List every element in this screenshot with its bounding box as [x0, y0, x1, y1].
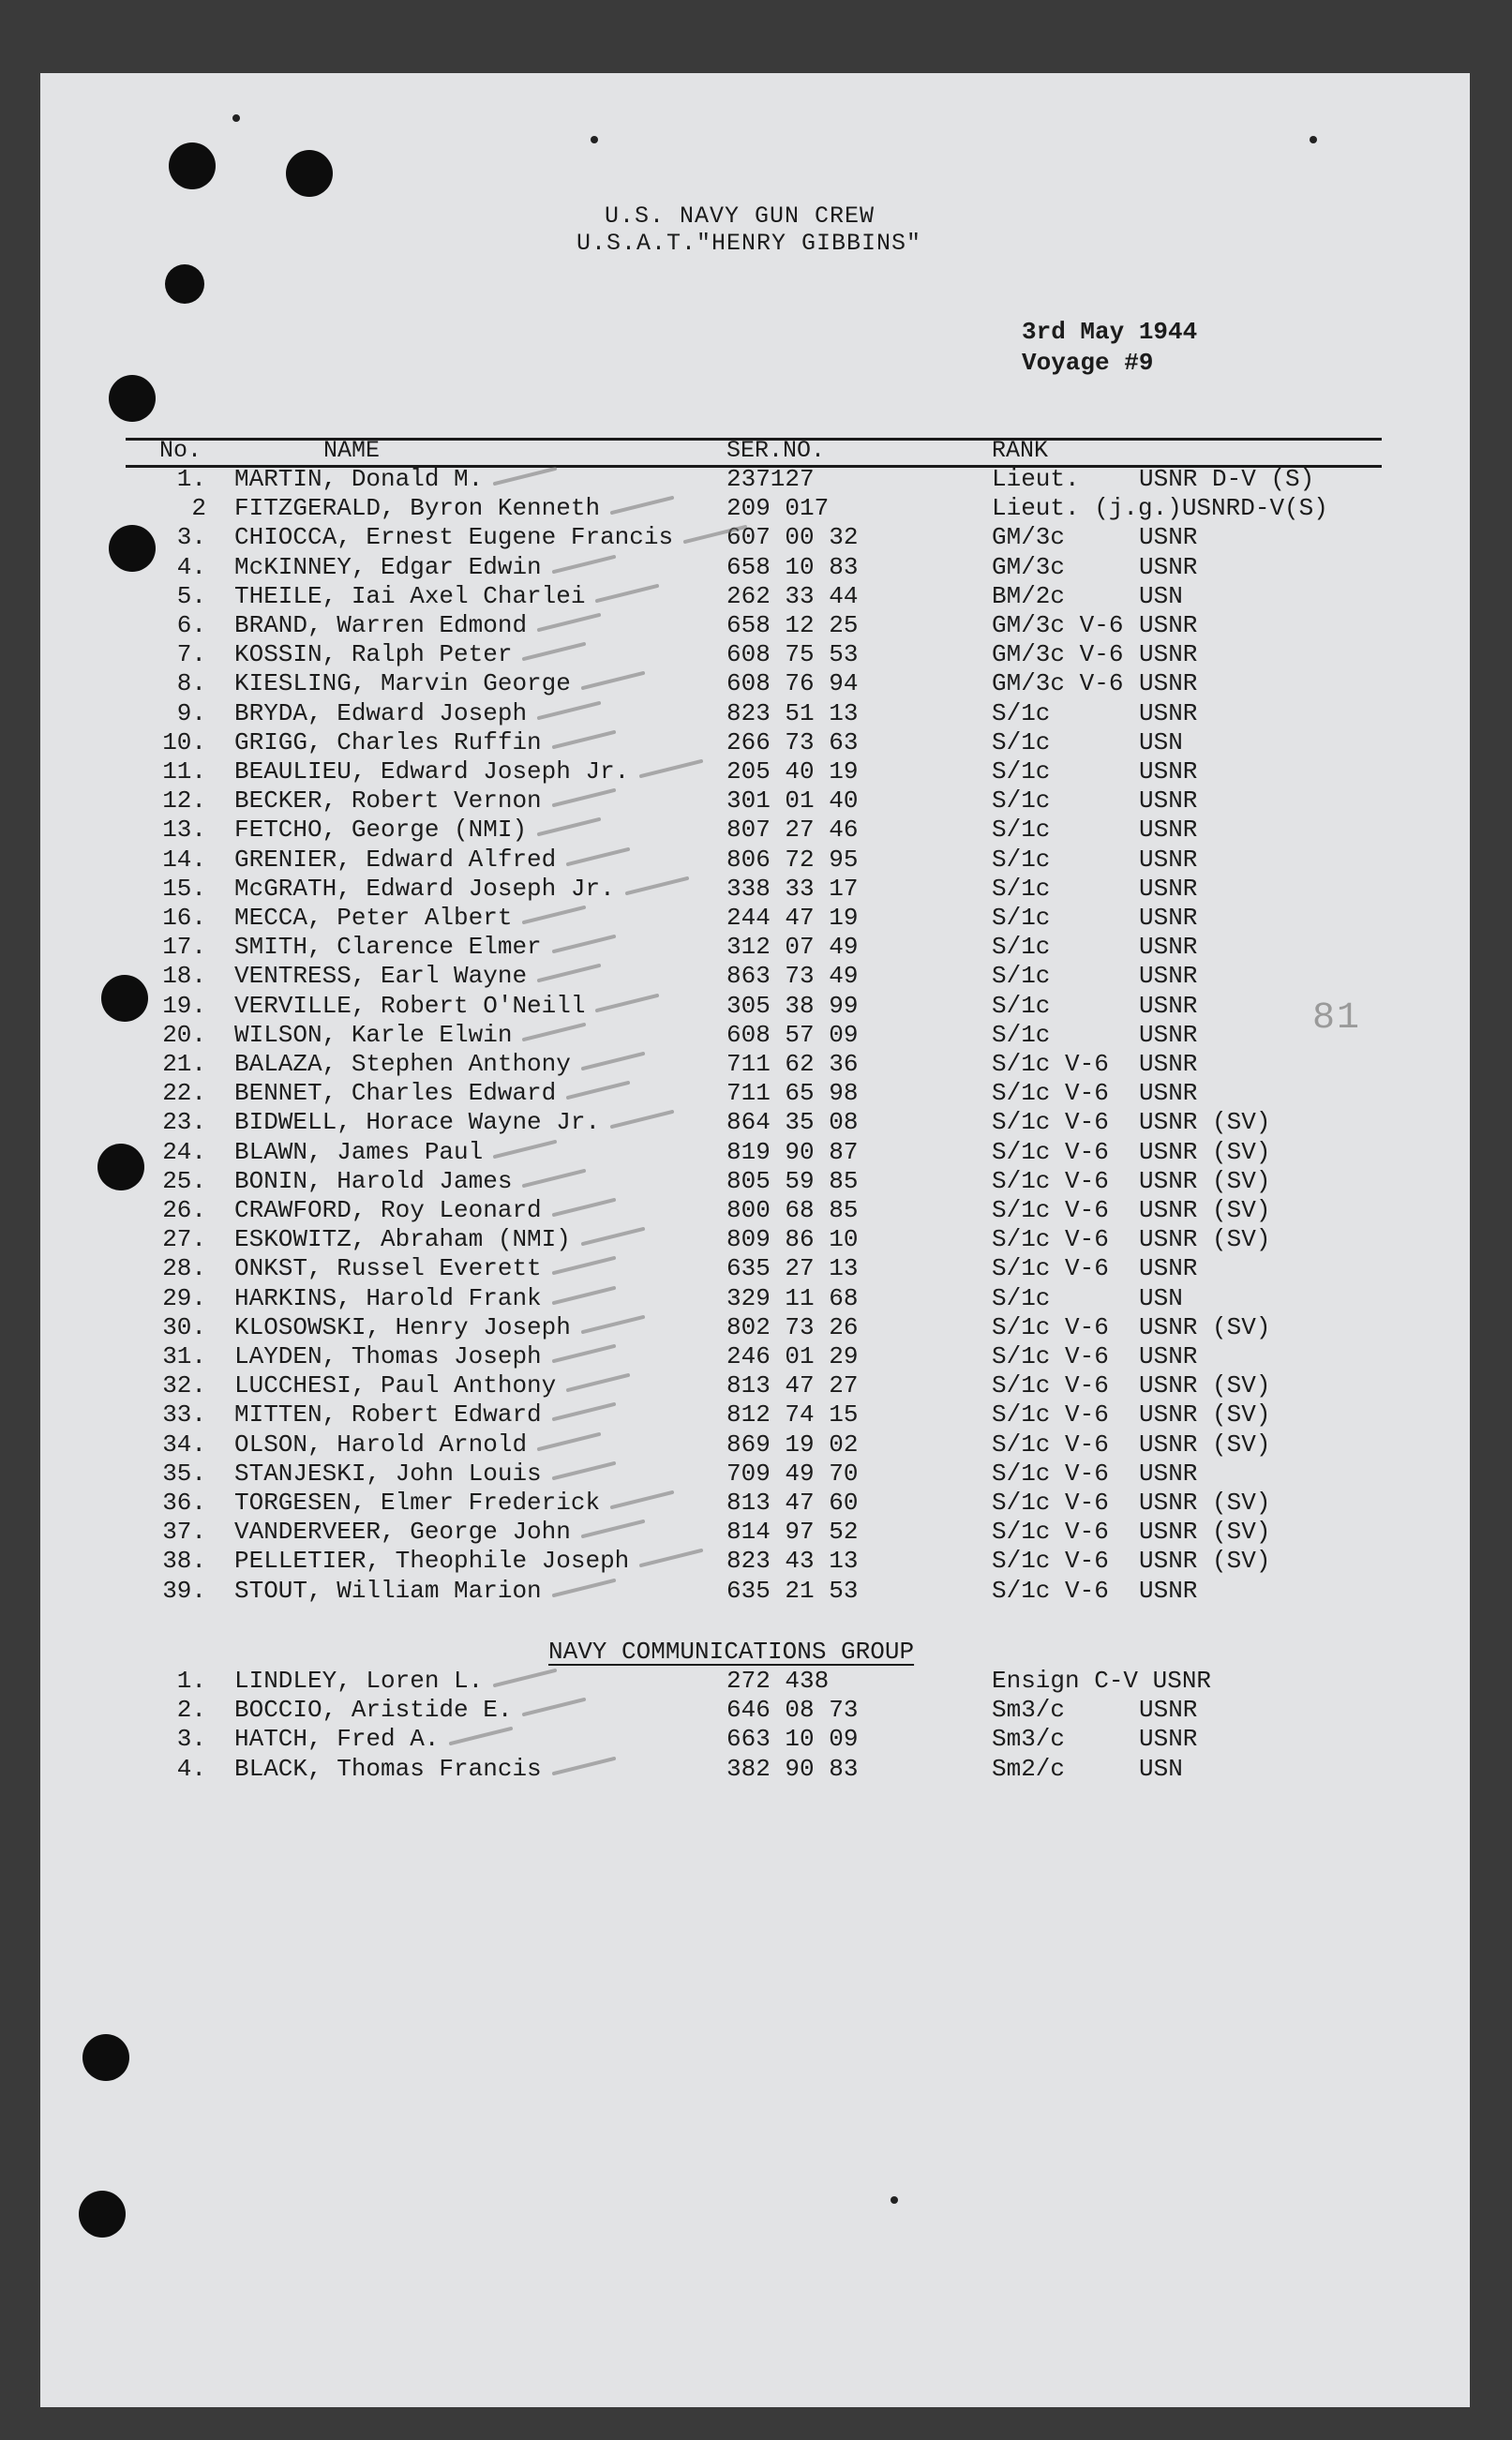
rank: S/1c V-6: [992, 1050, 1109, 1078]
row-number: 23.: [162, 1108, 206, 1137]
serial-number: 246 01 29: [726, 1342, 859, 1370]
rank: S/1c V-6: [992, 1312, 1109, 1341]
rank: S/1c V-6: [992, 1400, 1109, 1430]
row-number: 26.: [162, 1196, 206, 1224]
service: USNR: [1139, 1020, 1198, 1049]
service: USNR: [1139, 962, 1198, 991]
crew-name: TORGESEN, Elmer Frederick: [234, 1489, 601, 1517]
row-number: 11.: [162, 757, 206, 786]
row-number: 2.: [176, 1696, 206, 1725]
rank: S/1c: [992, 757, 1051, 786]
table-row: [0, 553, 1359, 582]
service: USNR: [1139, 640, 1198, 669]
date-block: [1022, 317, 1197, 379]
row-number: 28.: [162, 1254, 206, 1283]
punch-hole: [169, 142, 216, 189]
voyage: Voyage #9: [1022, 349, 1154, 377]
serial-number: 805 59 85: [726, 1166, 859, 1195]
col-no-header: No.: [159, 437, 202, 464]
service: USNR: [1139, 1079, 1198, 1108]
table-row: [0, 699, 1359, 728]
table-row: [0, 1547, 1359, 1576]
rank: BM/2c: [992, 581, 1066, 610]
service: USN: [1139, 581, 1183, 610]
serial-number: 237127: [726, 465, 815, 493]
crew-name: ESKOWITZ, Abraham (NMI): [234, 1225, 571, 1254]
crew-name: BONIN, Harold James: [234, 1166, 513, 1195]
service: USNR (SV): [1139, 1137, 1271, 1166]
date: 3rd May 1944: [1022, 318, 1198, 346]
crew-name: LINDLEY, Loren L.: [234, 1667, 484, 1695]
service: USNR (SV): [1139, 1196, 1271, 1224]
serial-number: 329 11 68: [726, 1283, 859, 1312]
crew-name: BLACK, Thomas Francis: [234, 1754, 542, 1783]
crew-name: BRYDA, Edward Joseph: [234, 698, 528, 727]
table-row: [0, 1725, 1359, 1754]
row-number: 15.: [162, 874, 206, 903]
rank: GM/3c: [992, 523, 1066, 552]
row-number: 4.: [176, 1754, 206, 1783]
rank: S/1c: [992, 933, 1051, 962]
serial-number: 646 08 73: [726, 1696, 859, 1725]
table-row: [0, 1460, 1359, 1489]
row-number: 14.: [162, 845, 206, 874]
crew-name: GRENIER, Edward Alfred: [234, 845, 557, 874]
rank: S/1c V-6: [992, 1196, 1109, 1224]
speck: [1310, 136, 1317, 143]
serial-number: 711 62 36: [726, 1050, 859, 1078]
serial-number: 205 40 19: [726, 757, 859, 786]
crew-name: BIDWELL, Horace Wayne Jr.: [234, 1108, 601, 1137]
serial-number: 658 10 83: [726, 552, 859, 581]
serial-number: 607 00 32: [726, 523, 859, 552]
table-row: [0, 1313, 1359, 1342]
serial-number: 809 86 10: [726, 1225, 859, 1254]
table-row: [0, 846, 1359, 875]
serial-number: 382 90 83: [726, 1754, 859, 1783]
service: USNR: [1139, 1050, 1198, 1078]
crew-name: STANJESKI, John Louis: [234, 1459, 542, 1488]
serial-number: 608 75 53: [726, 640, 859, 669]
serial-number: 635 21 53: [726, 1576, 859, 1605]
crew-name: McKINNEY, Edgar Edwin: [234, 552, 542, 581]
row-number: 34.: [162, 1430, 206, 1459]
crew-name: LUCCHESI, Paul Anthony: [234, 1371, 557, 1400]
row-number: 19.: [162, 991, 206, 1020]
crew-name: BECKER, Robert Vernon: [234, 786, 542, 816]
table-row: [0, 728, 1359, 757]
crew-name: BENNET, Charles Edward: [234, 1079, 557, 1108]
table-row: [0, 1430, 1359, 1460]
rank: S/1c V-6: [992, 1254, 1109, 1283]
service: USNR (SV): [1139, 1108, 1271, 1137]
crew-name: PELLETIER, Theophile Joseph: [234, 1547, 630, 1576]
service: USN: [1139, 1283, 1183, 1312]
crew-name: McGRATH, Edward Joseph Jr.: [234, 874, 615, 903]
service: USNR: [1139, 874, 1198, 903]
rank: Sm3/c: [992, 1696, 1066, 1725]
service: USNR: [1139, 933, 1198, 962]
crew-name: KIESLING, Marvin George: [234, 669, 571, 698]
rank: S/1c: [992, 1020, 1051, 1049]
crew-name: MITTEN, Robert Edward: [234, 1400, 542, 1430]
table-row: [0, 1196, 1359, 1225]
serial-number: 823 51 13: [726, 698, 859, 727]
table-row: [0, 1371, 1359, 1400]
serial-number: 823 43 13: [726, 1547, 859, 1576]
service: USN: [1139, 1754, 1183, 1783]
crew-name: KLOSOWSKI, Henry Joseph: [234, 1312, 571, 1341]
table-row: [0, 465, 1359, 494]
rank: S/1c V-6: [992, 1489, 1109, 1517]
crew-name: GRIGG, Charles Ruffin: [234, 727, 542, 756]
crew-name: BLAWN, James Paul: [234, 1137, 484, 1166]
crew-name: STOUT, William Marion: [234, 1576, 542, 1605]
crew-name: BOCCIO, Aristide E.: [234, 1696, 513, 1725]
service: USNR: [1139, 1342, 1198, 1370]
crew-name: HATCH, Fred A.: [234, 1725, 440, 1754]
table-row: [0, 1254, 1359, 1283]
crew-name: THEILE, Iai Axel Charlei: [234, 581, 586, 610]
serial-number: 663 10 09: [726, 1725, 859, 1754]
rank: S/1c: [992, 786, 1051, 816]
rank: S/1c V-6: [992, 1079, 1109, 1108]
service: USNR: [1139, 1576, 1198, 1605]
rank: Ensign C-V USNR: [992, 1667, 1212, 1695]
service: USNR (SV): [1139, 1312, 1271, 1341]
serial-number: 272 438: [726, 1667, 830, 1695]
service: USN: [1139, 727, 1183, 756]
row-number: 29.: [162, 1283, 206, 1312]
row-number: 7.: [176, 640, 206, 669]
table-row: [0, 1079, 1359, 1108]
serial-number: 863 73 49: [726, 962, 859, 991]
rank: S/1c V-6: [992, 1518, 1109, 1547]
row-number: 31.: [162, 1342, 206, 1370]
row-number: 6.: [176, 611, 206, 639]
table-row: [0, 1108, 1359, 1137]
speck: [891, 2196, 898, 2204]
table-row: [0, 757, 1359, 786]
speck: [591, 136, 598, 143]
row-number: 1.: [176, 1667, 206, 1695]
crew-name: VENTRESS, Earl Wayne: [234, 962, 528, 991]
row-number: 12.: [162, 786, 206, 816]
service: USNR: [1139, 816, 1198, 845]
rank: S/1c: [992, 845, 1051, 874]
service: USNR: [1139, 786, 1198, 816]
rank: GM/3c V-6: [992, 669, 1124, 698]
service: USNR: [1139, 991, 1198, 1020]
rank: S/1c: [992, 727, 1051, 756]
service: USNR: [1139, 904, 1198, 932]
serial-number: 608 57 09: [726, 1020, 859, 1049]
table-row: [0, 1225, 1359, 1254]
row-number: 1.: [176, 465, 206, 493]
row-number: 3.: [176, 1725, 206, 1754]
row-number: 32.: [162, 1371, 206, 1400]
rank: S/1c: [992, 904, 1051, 932]
table-row: [0, 1167, 1359, 1196]
service: USNR (SV): [1139, 1225, 1271, 1254]
row-number: 21.: [162, 1050, 206, 1078]
serial-number: 608 76 94: [726, 669, 859, 698]
rank: Sm2/c: [992, 1754, 1066, 1783]
serial-number: 209 017: [726, 494, 830, 523]
serial-number: 709 49 70: [726, 1459, 859, 1488]
table-row: [0, 1138, 1359, 1167]
crew-name: BRAND, Warren Edmond: [234, 611, 528, 639]
crew-name: KOSSIN, Ralph Peter: [234, 640, 513, 669]
col-ser-header: SER.NO.: [726, 437, 826, 464]
serial-number: 711 65 98: [726, 1079, 859, 1108]
table-row: [0, 1050, 1359, 1079]
table-row: [0, 669, 1359, 698]
serial-number: 813 47 60: [726, 1489, 859, 1517]
rank: S/1c V-6: [992, 1430, 1109, 1459]
rank: Lieut. (j.g.)USNRD-V(S): [992, 494, 1328, 523]
table-row: [0, 992, 1359, 1021]
serial-number: 312 07 49: [726, 933, 859, 962]
service: USNR (SV): [1139, 1166, 1271, 1195]
service: USNR: [1139, 757, 1198, 786]
row-number: 38.: [162, 1547, 206, 1576]
serial-number: 869 19 02: [726, 1430, 859, 1459]
crew-name: OLSON, Harold Arnold: [234, 1430, 528, 1459]
table-row: [0, 494, 1359, 523]
rank: S/1c V-6: [992, 1576, 1109, 1605]
service: USNR (SV): [1139, 1489, 1271, 1517]
row-number: 37.: [162, 1518, 206, 1547]
table-row: [0, 1400, 1359, 1430]
service: USNR: [1139, 523, 1198, 552]
row-number: 13.: [162, 816, 206, 845]
service: USNR: [1139, 698, 1198, 727]
service: USNR: [1139, 611, 1198, 639]
row-number: 22.: [162, 1079, 206, 1108]
row-number: 2: [191, 494, 206, 523]
row-number: 35.: [162, 1459, 206, 1488]
service: USNR: [1139, 669, 1198, 698]
rank: S/1c V-6: [992, 1166, 1109, 1195]
table-row: [0, 582, 1359, 611]
table-row: [0, 904, 1359, 933]
service: USNR: [1139, 1696, 1198, 1725]
rank: S/1c V-6: [992, 1459, 1109, 1488]
crew-name: CHIOCCA, Ernest Eugene Francis: [234, 523, 674, 552]
table-row: [0, 816, 1359, 845]
rank: GM/3c V-6: [992, 611, 1124, 639]
row-number: 39.: [162, 1576, 206, 1605]
service: USNR: [1139, 552, 1198, 581]
service: USNR D-V (S): [1139, 465, 1315, 493]
serial-number: 802 73 26: [726, 1312, 859, 1341]
crew-name: MARTIN, Donald M.: [234, 465, 484, 493]
serial-number: 813 47 27: [726, 1371, 859, 1400]
rank: Sm3/c: [992, 1725, 1066, 1754]
rank: S/1c: [992, 962, 1051, 991]
crew-name: ONKST, Russel Everett: [234, 1254, 542, 1283]
rank: S/1c: [992, 698, 1051, 727]
serial-number: 807 27 46: [726, 816, 859, 845]
service: USNR (SV): [1139, 1400, 1271, 1430]
table-row: [0, 962, 1359, 991]
table-row: [0, 1342, 1359, 1371]
crew-name: SMITH, Clarence Elmer: [234, 933, 542, 962]
table-row: [0, 1667, 1359, 1696]
row-number: 18.: [162, 962, 206, 991]
service: USNR (SV): [1139, 1430, 1271, 1459]
punch-hole: [165, 264, 204, 304]
heading-line1: U.S. NAVY GUN CREW: [605, 202, 876, 230]
serial-number: 800 68 85: [726, 1196, 859, 1224]
service: USNR: [1139, 1254, 1198, 1283]
rank: GM/3c: [992, 552, 1066, 581]
row-number: 8.: [176, 669, 206, 698]
crew-name: BEAULIEU, Edward Joseph Jr.: [234, 757, 630, 786]
crew-name: HARKINS, Harold Frank: [234, 1283, 542, 1312]
table-row: [0, 611, 1359, 640]
row-number: 16.: [162, 904, 206, 932]
table-row: [0, 1284, 1359, 1313]
rank: S/1c V-6: [992, 1371, 1109, 1400]
row-number: 9.: [176, 698, 206, 727]
serial-number: 658 12 25: [726, 611, 859, 639]
row-number: 27.: [162, 1225, 206, 1254]
rank: S/1c V-6: [992, 1342, 1109, 1370]
table-row: [0, 1577, 1359, 1606]
rank: S/1c: [992, 816, 1051, 845]
service: USNR: [1139, 845, 1198, 874]
crew-name: LAYDEN, Thomas Joseph: [234, 1342, 542, 1370]
rank: S/1c: [992, 991, 1051, 1020]
serial-number: 635 27 13: [726, 1254, 859, 1283]
rank: S/1c: [992, 874, 1051, 903]
serial-number: 819 90 87: [726, 1137, 859, 1166]
table-row: [0, 1755, 1359, 1784]
table-row: [0, 933, 1359, 962]
serial-number: 305 38 99: [726, 991, 859, 1020]
row-number: 24.: [162, 1137, 206, 1166]
rank: S/1c V-6: [992, 1137, 1109, 1166]
service: USNR: [1139, 1725, 1198, 1754]
col-name-header: NAME: [323, 437, 381, 464]
row-number: 10.: [162, 727, 206, 756]
row-number: 25.: [162, 1166, 206, 1195]
crew-name: BALAZA, Stephen Anthony: [234, 1050, 571, 1078]
rank: GM/3c V-6: [992, 640, 1124, 669]
crew-name: WILSON, Karle Elwin: [234, 1020, 513, 1049]
row-number: 30.: [162, 1312, 206, 1341]
crew-name: FITZGERALD, Byron Kenneth: [234, 494, 601, 523]
rank: S/1c V-6: [992, 1108, 1109, 1137]
row-number: 17.: [162, 933, 206, 962]
crew-name: VANDERVEER, George John: [234, 1518, 571, 1547]
punch-hole: [79, 2191, 126, 2238]
serial-number: 806 72 95: [726, 845, 859, 874]
row-number: 20.: [162, 1020, 206, 1049]
table-row: [0, 1021, 1359, 1050]
service: USNR (SV): [1139, 1518, 1271, 1547]
row-number: 36.: [162, 1489, 206, 1517]
table-row: [0, 786, 1359, 816]
crew-name: CRAWFORD, Roy Leonard: [234, 1196, 542, 1224]
table-row: [0, 640, 1359, 669]
rank: S/1c V-6: [992, 1547, 1109, 1576]
table-row: [0, 1696, 1359, 1725]
punch-hole: [286, 150, 333, 197]
heading-line2: U.S.A.T."HENRY GIBBINS": [576, 230, 922, 257]
serial-number: 338 33 17: [726, 874, 859, 903]
rank: Lieut.: [992, 465, 1080, 493]
crew-name: FETCHO, George (NMI): [234, 816, 528, 845]
serial-number: 301 01 40: [726, 786, 859, 816]
row-number: 5.: [176, 581, 206, 610]
table-row: [0, 1489, 1359, 1518]
service: USNR: [1139, 1459, 1198, 1488]
punch-hole: [82, 2034, 129, 2081]
table-row: [0, 523, 1359, 552]
speck: [232, 114, 240, 122]
row-number: 3.: [176, 523, 206, 552]
crew-name: MECCA, Peter Albert: [234, 904, 513, 932]
rank: S/1c V-6: [992, 1225, 1109, 1254]
serial-number: 812 74 15: [726, 1400, 859, 1430]
comms-group-title: NAVY COMMUNICATIONS GROUP: [548, 1638, 915, 1666]
serial-number: 244 47 19: [726, 904, 859, 932]
serial-number: 864 35 08: [726, 1108, 859, 1137]
serial-number: 262 33 44: [726, 581, 859, 610]
service: USNR (SV): [1139, 1547, 1271, 1576]
row-number: 33.: [162, 1400, 206, 1430]
service: USNR (SV): [1139, 1371, 1271, 1400]
margin-note: 81: [1312, 997, 1362, 1040]
serial-number: 814 97 52: [726, 1518, 859, 1547]
row-number: 4.: [176, 552, 206, 581]
table-row: [0, 1518, 1359, 1547]
crew-name: VERVILLE, Robert O'Neill: [234, 991, 586, 1020]
serial-number: 266 73 63: [726, 727, 859, 756]
col-rank-header: RANK: [992, 437, 1049, 464]
rank: S/1c: [992, 1283, 1051, 1312]
punch-hole: [109, 375, 156, 422]
